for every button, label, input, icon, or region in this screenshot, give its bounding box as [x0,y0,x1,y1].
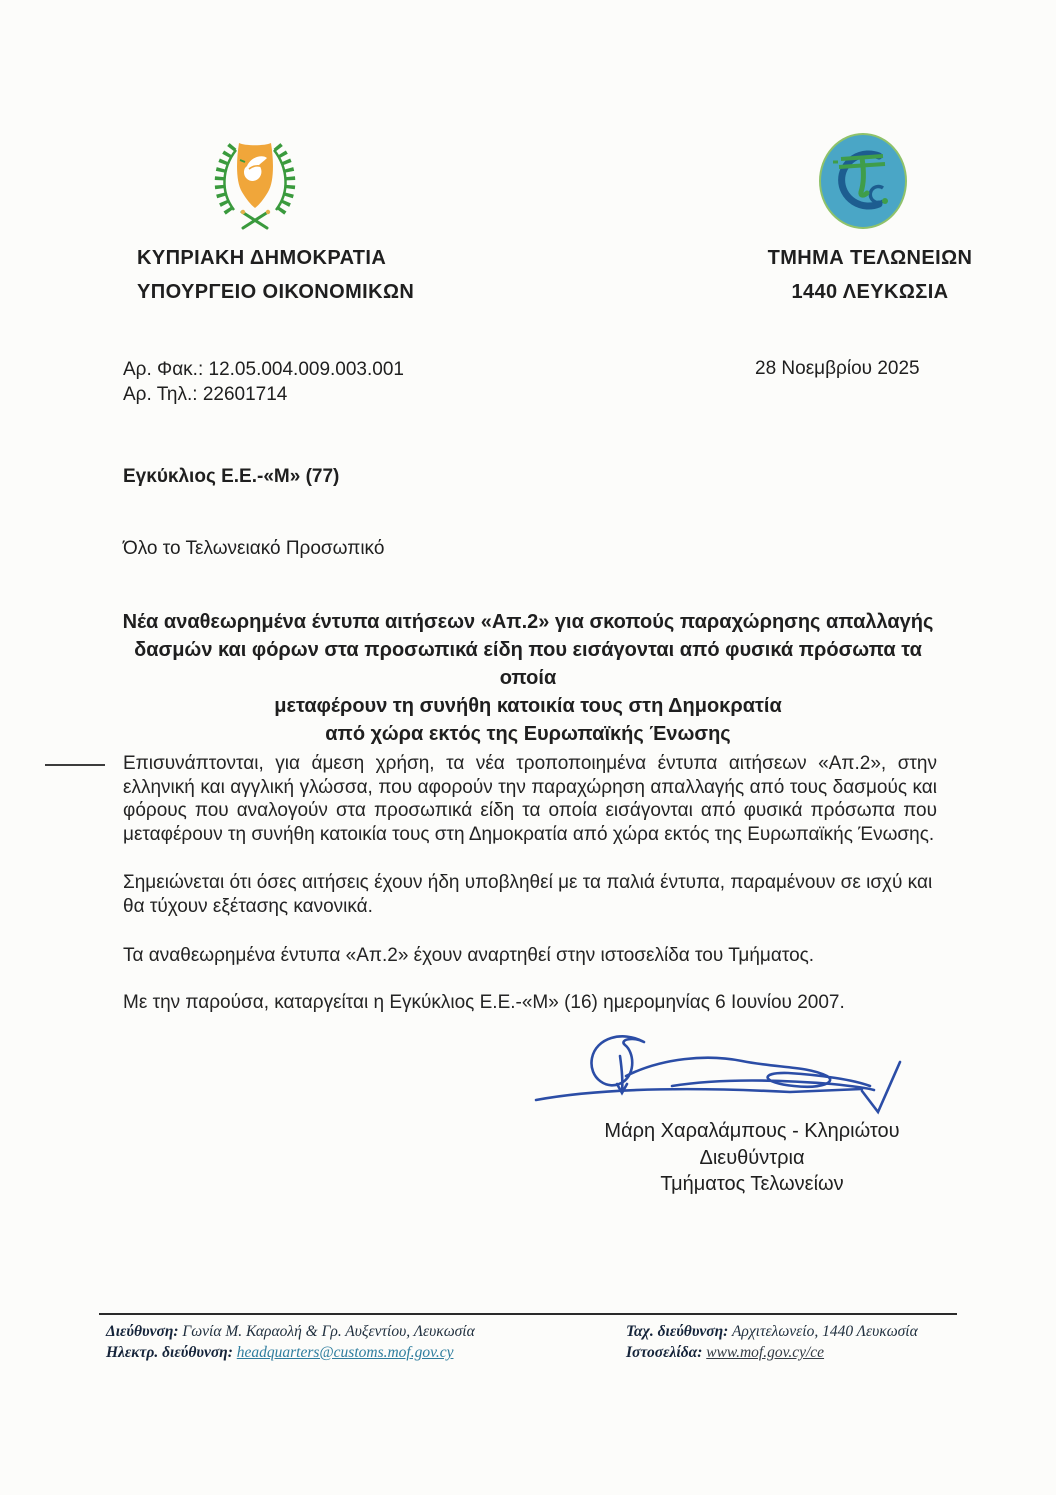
telephone-reference: Αρ. Τηλ.: 22601714 [123,384,288,405]
customs-logo-icon [817,131,909,236]
signatory-title: Διευθύντρια [699,1146,805,1169]
body-paragraph-2: Σημειώνεται ότι όσες αιτήσεις έχουν ήδη υποβληθεί με τα παλιά έντυπα, παραμένουν σε ισχύ και θα τύχουν εξέτασης κανονικά. [123,872,933,917]
signature-icon [522,1028,912,1129]
address-label: Διεύθυνση: [106,1323,179,1340]
letter-date: 28 Νοεμβρίου 2025 [755,358,920,379]
body-paragraph-1: Επισυνάπτονται, για άμεση χρήση, τα νέα τροποποιημένα έντυπα αιτήσεων «Απ.2», στην ελληνική και αγγλική γλώσσα, που αφορούν την παραχώρηση απαλλαγής από τους δασμούς και φόρους που αναλογούν στα προσωπικά είδη τα οποία εισάγονται από φυσικά πρόσωπα που μεταφέρουν τη συνήθη κατοικία τους στη Δημοκρατία από χώρα εκτός της Ευρωπαϊκής Ένωσης. [123,753,937,845]
footer-divider [99,1313,957,1315]
website-link[interactable]: www.mof.gov.cy/ce [706,1344,825,1361]
subject-line-2: δασμών και φόρων στα προσωπικά είδη που εισάγονται από φυσικά πρόσωπα τα οποία [134,639,922,689]
body-paragraph-3: Τα αναθεωρημένα έντυπα «Απ.2» έχουν αναρτηθεί στην ιστοσελίδα του Τμήματος. [123,945,815,966]
ministry-name: ΥΠΟΥΡΓΕΙΟ ΟΙΚΟΝΟΜΙΚΩΝ [137,281,415,303]
footer-left-column [106,1321,475,1363]
subject-heading [110,608,946,748]
email-label: Ηλεκτρ. διεύθυνση: [106,1344,233,1361]
footer-email-line [106,1342,475,1363]
body-paragraph-4: Με την παρούσα, καταργείται η Εγκύκλιος Ε.Ε.-«Μ» (16) ημερομηνίας 6 Ιουνίου 2007. [123,992,845,1013]
subject-line-4: από χώρα εκτός της Ευρωπαϊκής Ένωσης [325,723,731,745]
addressee: Όλο το Τελωνειακό Προσωπικό [123,538,385,559]
subject-line-1: Νέα αναθεωρημένα έντυπα αιτήσεων «Απ.2» για σκοπούς παραχώρησης απαλλαγής [122,611,934,633]
department-name: ΤΜΗΜΑ ΤΕΛΩΝΕΙΩΝ [767,247,973,269]
footer-address-line [106,1321,475,1342]
postal-label: Ταχ. διεύθυνση: [626,1323,729,1340]
email-link[interactable]: headquarters@customs.mof.gov.cy [236,1344,454,1361]
cyprus-coat-of-arms-icon [196,138,314,239]
footer-right-column [626,1321,918,1363]
circular-number: Εγκύκλιος Ε.Ε.-«Μ» (77) [123,466,340,487]
subject-line-3: μεταφέρουν τη συνήθη κατοικία τους στη Δημοκρατία [274,695,782,717]
signatory-department: Τμήματος Τελωνείων [660,1173,844,1195]
signatory-name: Μάρη Χαραλάμπους - Κληριώτου [604,1120,900,1142]
footer-postal-line [626,1321,918,1342]
website-label: Ιστοσελίδα: [626,1344,703,1361]
address-value: Γωνία Μ. Καραολή & Γρ. Αυξεντίου, Λευκωσία [182,1323,475,1340]
margin-dash-mark [45,764,105,766]
department-postcode: 1440 ΛΕΥΚΩΣΙΑ [791,281,949,303]
file-reference: Αρ. Φακ.: 12.05.004.009.003.001 [123,359,404,380]
signatory-block [547,1118,957,1198]
republic-name: ΚΥΠΡΙΑΚΗ ΔΗΜΟΚΡΑΤΙΑ [137,247,387,269]
footer-website-line [626,1342,918,1363]
postal-value: Αρχιτελωνείο, 1440 Λευκωσία [731,1323,918,1340]
